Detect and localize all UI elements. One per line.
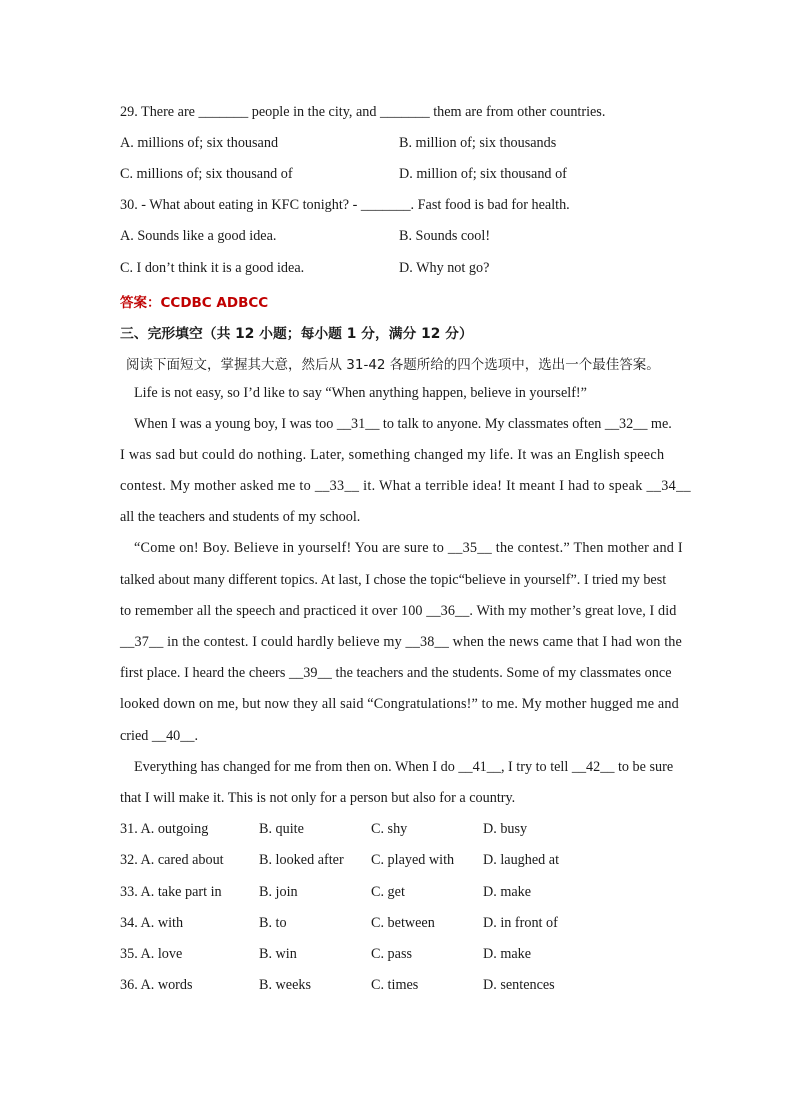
word: I [281,416,287,432]
section-instruction: 阅读下面短文，掌握其大意，然后从 31-42 各题所给的四个选项中，选出一个最佳答案。 [126,357,660,373]
word: young [215,416,251,432]
passage-line: __37__ in the contest. I could hardly believe my __38__ when the news came that I had won the [120,634,682,650]
question-30-stem: 30. - What about eating in KFC tonight? - _______. Fast food is bad for health. [120,197,570,213]
word: too [315,416,334,432]
question-30-option-c: C. I don’t think it is a good idea. [120,260,305,276]
cloze-36-option-a: 36. A. words [120,977,193,993]
cloze-35-option-b: B. win [259,946,297,962]
cloze-32-option-a: 32. A. cared about [120,852,224,868]
cloze-31-option-c: C. shy [371,821,408,837]
passage-line: all the teachers and students of my school. [120,509,361,525]
question-29-option-d: D. million of; six thousand of [399,166,567,182]
passage-line: cried __40__. [120,728,199,744]
cloze-36-option-c: C. times [371,977,419,993]
passage-line: first place. I heard the cheers __39__ the teachers and the students. Some of my classmates once [120,665,672,681]
cloze-32-option-c: C. played with [371,852,455,868]
cloze-31-option-d: D. busy [483,821,528,837]
passage-line: contest. My mother asked me to __33__ it. What a terrible idea! It meant I had to speak __34__ [120,478,691,494]
word: I [171,416,177,432]
word: boy, [253,416,278,432]
passage-line: Life is not easy, so I’d like to say “When anything happen, believe in yourself!” [134,385,587,401]
word: anyone. [436,416,482,432]
cloze-35-option-a: 35. A. love [120,946,183,962]
cloze-31-option-b: B. quite [259,821,304,837]
answer-key: 答案：CCDBC ADBCC [120,295,269,311]
question-29-stem: 29. There are _______ people in the city, and _______ them are from other countries. [120,104,606,120]
question-29-option-b: B. million of; six thousands [399,135,557,151]
passage-line: that I will make it. This is not only for a person but also for a country. [120,790,516,806]
word: often [572,416,602,432]
cloze-33-option-d: D. make [483,884,532,900]
word: me. [650,416,672,432]
word: __32__ [604,416,648,432]
cloze-35-option-c: C. pass [371,946,412,962]
question-30-option-d: D. Why not go? [399,260,490,276]
word: classmates [508,416,569,432]
cloze-34-option-c: C. between [371,915,435,931]
passage-line: talked about many different topics. At last, I chose the topic“believe in yourself”. I tried my best [120,572,667,588]
cloze-33-option-c: C. get [371,884,405,900]
cloze-35-option-d: D. make [483,946,532,962]
word: to [382,416,394,432]
cloze-34-option-b: B. to [259,915,287,931]
word: to [422,416,434,432]
passage-line: “Come on! Boy. Believe in yourself! You are sure to __35__ the contest.” Then mother and I [134,540,683,556]
word: My [484,416,505,432]
word: was [179,416,202,432]
cloze-36-option-d: D. sentences [483,977,555,993]
cloze-34-option-a: 34. A. with [120,915,184,931]
passage-line: Everything has changed for me from then on. When I do __41__, I try to tell __42__ to be sure [134,759,674,775]
cloze-32-option-b: B. looked after [259,852,344,868]
word: talk [397,416,419,432]
cloze-33-option-b: B. join [259,884,298,900]
passage-line: I was sad but could do nothing. Later, something changed my life. It was an English speech [120,447,665,463]
question-30-option-a: A. Sounds like a good idea. [120,228,277,244]
passage-line [134,416,672,433]
cloze-33-option-a: 33. A. take part in [120,884,222,900]
word: a [205,416,212,432]
section-heading: 三、完形填空（共 12 小题；每小题 1 分，满分 12 分） [120,326,473,342]
cloze-36-option-b: B. weeks [259,977,312,993]
question-29-option-c: C. millions of; six thousand of [120,166,293,182]
cloze-32-option-d: D. laughed at [483,852,560,868]
question-29-option-a: A. millions of; six thousand [120,135,279,151]
passage-line: to remember all the speech and practiced it over 100 __36__. With my mother’s great love, I did [120,603,677,619]
question-30-option-b: B. Sounds cool! [399,228,491,244]
cloze-34-option-d: D. in front of [483,915,558,931]
word: __31__ [336,416,380,432]
word: When [134,416,168,432]
cloze-31-option-a: 31. A. outgoing [120,821,209,837]
word: was [289,416,312,432]
passage-line: looked down on me, but now they all said “Congratulations!” to me. My mother hugged me and [120,696,679,712]
